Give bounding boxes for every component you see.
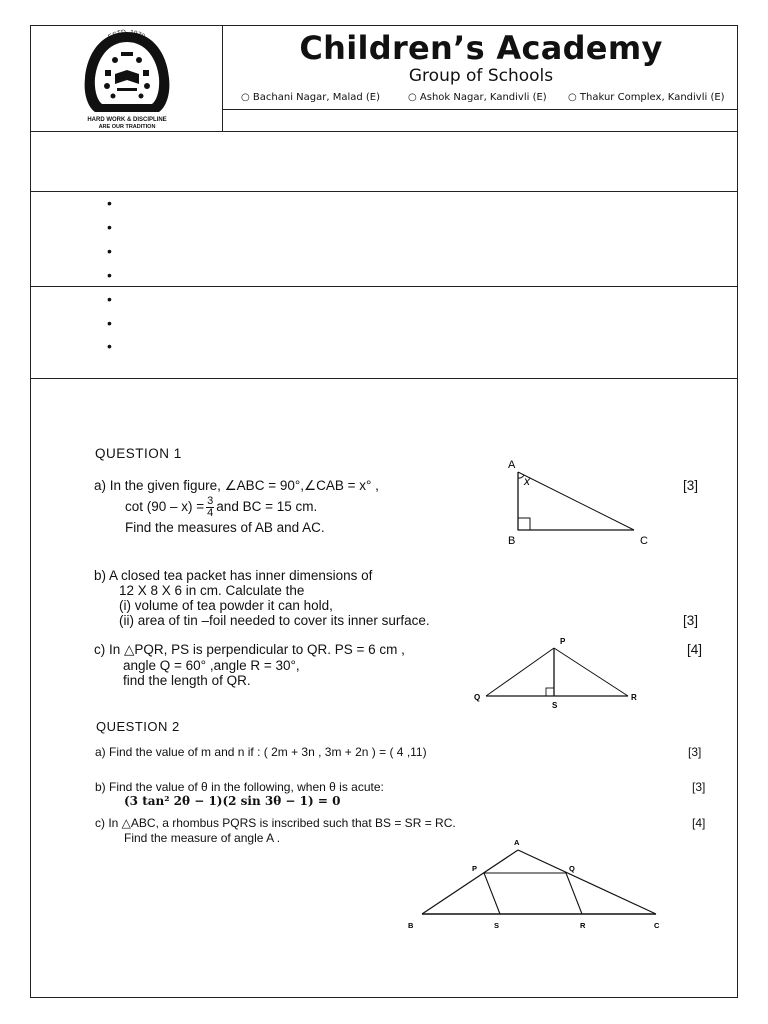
bullet-point: • [107,195,112,211]
bullet-point: • [107,219,112,235]
vertex-s-label: S [494,921,500,930]
questions-section [64,410,714,940]
q2b-marks: [3] [692,780,706,794]
q1b-line4: (ii) area of tin –foil needed to cover its inner surface. [119,613,430,628]
school-crest-icon [31,26,223,132]
logo-motto-2: ARE OUR TRADITION [98,124,156,130]
vertex-b-label: B [508,535,516,546]
vertex-r-label: R [631,693,637,702]
vertex-c-label: C [654,921,660,930]
vertex-q-label: Q [569,864,575,873]
section-rule-3 [31,378,737,379]
school-logo [31,26,223,132]
question-1-heading: QUESTION 1 [95,446,182,461]
q1c-line1: c) In △PQR, PS is perpendicular to QR. PS = 6 cm , [94,642,405,657]
q1b-line3: (i) volume of tea powder it can hold, [119,598,333,613]
q2c-line2: Find the measure of angle A . [124,831,281,845]
fraction: $\frac{3}{4}$ [207,495,214,519]
branch-item: ○ Thakur Complex, Kandivli (E) [568,92,725,103]
vertex-q-label: Q [474,693,481,702]
bullet-point: • [107,291,112,307]
vertex-a-label: A [514,838,520,847]
q1c-triangle-figure [468,634,648,716]
logo-motto: HARD WORK & DISCIPLINE [87,117,167,123]
q1b-line1: b) A closed tea packet has inner dimensions of [94,568,373,583]
angle-x-label: x [524,474,530,488]
school-subtitle: Group of Schools [408,66,554,86]
bullet-point: • [107,267,112,283]
q1b-marks: [3] [683,613,699,628]
vertex-c-label: C [640,535,648,546]
bullet-point: • [107,338,112,354]
bullet-point: • [107,315,112,331]
q2b-equation: (3 tan² 2θ − 1)(2 sin 3θ − 1) = 0 [124,794,341,808]
logo-estd: ESTD. 1970 [107,28,146,41]
q1c-line2: angle Q = 60° ,angle R = 30°, [123,658,300,673]
section-rule-2 [31,286,737,287]
q1a-line2: cot (90 – x) = $\frac{3}{4}$ and BC = 15 cm. [125,495,318,519]
vertex-r-label: R [580,921,586,930]
q1c-line3: find the length of QR. [123,673,251,688]
q2c-line1: c) In △ABC, a rhombus PQRS is inscribed such that BS = SR = RC. [95,816,456,830]
bullet-point: • [107,243,112,259]
vertex-p-label: P [472,864,478,873]
question-2-heading: QUESTION 2 [96,719,180,734]
school-name: Children’s Academy [299,29,663,67]
vertex-p-label: P [560,637,566,646]
vertex-b-label: B [408,921,414,930]
q1a-line3: Find the measures of AB and AC. [125,520,325,535]
vertex-a-label: A [508,459,516,471]
q2a-line1: a) Find the value of m and n if : ( 2m + 3n , 3m + 2n ) = ( 4 ,11) [95,745,427,759]
branch-item: ○ Bachani Nagar, Malad (E) [241,92,381,103]
q2c-rhombus-figure [402,834,672,934]
q1c-marks: [4] [687,642,703,657]
q1a-marks: [3] [683,478,699,493]
vertex-s-label: S [552,701,558,710]
branch-item: ○ Ashok Nagar, Kandivli (E) [408,92,547,103]
q1b-line2: 12 X 8 X 6 in cm. Calculate the [119,583,305,598]
section-rule-1 [31,191,737,192]
q1a-right-triangle-figure [494,454,654,546]
q2c-marks: [4] [692,816,706,830]
q2a-marks: [3] [688,745,702,759]
q1a-line1: a) In the given figure, ∠ABC = 90°,∠CAB = x° , [94,478,379,493]
q2b-line1: b) Find the value of θ in the following, when θ is acute: [95,780,384,794]
header-rule [223,109,737,110]
